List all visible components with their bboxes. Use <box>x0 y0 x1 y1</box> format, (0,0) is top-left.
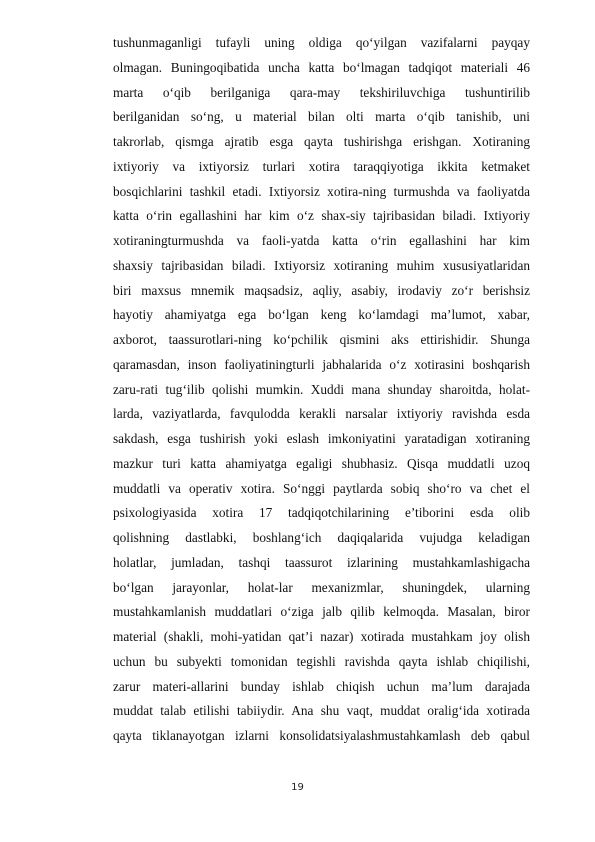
text-line: zarur materi-allarini bunday ishlab chiqish uchun ma’lum darajada <box>113 678 530 694</box>
text-line: bosqichlarini tashkil etadi. Ixtiyorsiz xotira-ning turmushda va faoliyatda <box>113 183 530 199</box>
text-line: sakdash, esga tushirish yoki eslash imkoniyatini yaratadigan xotiraning <box>113 431 530 446</box>
text-line: tushunmaganligi tufayli uning oldiga qo‘yilgan vazifalarni payqay <box>113 35 530 50</box>
text-line: katta o‘rin egallashini har kim o‘z shax-siy tajribasidan biladi. Ixtiyoriy <box>113 208 530 224</box>
text-line: marta o‘qib berilganiga qara-may tekshiriluvchiga tushuntirilib <box>113 84 530 100</box>
text-line: holatlar, jumladan, tashqi taassurot izlarining mustahkamlashigacha <box>113 554 530 570</box>
text-line: zaru-rati tug‘ilib qolishi mumkin. Xuddi mana shunday sharoitda, holat- <box>113 381 530 397</box>
text-line: mustahkamlanish muddatlari o‘ziga jalb qilib kelmoqda. Masalan, biror <box>113 604 530 620</box>
text-line: uchun bu subyekti tomonidan tegishli ravishda qayta ishlab chiqilishi, <box>113 653 530 669</box>
text-line: qaramasdan, inson faoliyatiningturli jabhalarida o‘z xotirasini boshqarish <box>113 356 530 372</box>
body-text <box>113 31 530 749</box>
text-line: bo‘lgan jarayonlar, holat-lar mexanizmlar, shuningdek, ularning <box>113 579 530 595</box>
text-line: muddatli va operativ xotira. So‘nggi paytlarda sobiq sho‘ro va chet el <box>113 480 530 496</box>
text-line: biri maxsus mnemik maqsadsiz, aqliy, asabiy, irodaviy zo‘r berishsiz <box>113 282 530 298</box>
text-line: larda, vaziyatlarda, favqulodda kerakli narsalar ixtiyoriy ravishda esda <box>113 406 530 422</box>
text-line: material (shakli, mohi-yatidan qat’i nazar) xotirada mustahkam joy olish <box>113 629 530 644</box>
text-line: shaxsiy tajribasidan biladi. Ixtiyorsiz xotiraning muhim xususiyatlaridan <box>113 257 530 273</box>
text-line: xotiraningturmushda va faoli-yatda katta o‘rin egallashini har kim <box>113 233 530 248</box>
page-number: 19 <box>291 782 304 793</box>
text-line: ixtiyoriy va ixtiyorsiz turlari xotira taraqqiyotiga ikkita ketmaket <box>113 158 530 174</box>
text-line: qayta tiklanayotgan izlarni konsolidatsiyalashmustahkamlash deb qabul <box>113 728 530 743</box>
text-line: psixologiyasida xotira 17 tadqiqotchilarining e’tiborini esda olib <box>113 505 530 521</box>
text-line: muddat talab etilishi tabiiydir. Ana shu vaqt, muddat oralig‘ida xotirada <box>113 703 530 719</box>
text-line: hayotiy ahamiyatga ega bo‘lgan keng ko‘lamdagi ma’lumot, xabar, <box>113 307 530 323</box>
text-line: olmagan. Buningoqibatida uncha katta bo‘lmagan tadqiqot materiali 46 <box>113 59 530 75</box>
text-line: berilganidan so‘ng, u material bilan olti marta o‘qib tanishib, uni <box>113 109 530 125</box>
text-line: qolishning dastlabki, boshlang‘ich daqiqalarida vujudga keladigan <box>113 530 530 545</box>
text-line: takrorlab, qismga ajratib esga qayta tushirishga erishgan. Xotiraning <box>113 134 530 149</box>
text-line: mazkur turi katta ahamiyatga egaligi shubhasiz. Qisqa muddatli uzoq <box>113 455 530 471</box>
text-line: axborot, taassurotlari-ning ko‘pchilik qismini aks ettirishidir. Shunga <box>113 332 530 347</box>
